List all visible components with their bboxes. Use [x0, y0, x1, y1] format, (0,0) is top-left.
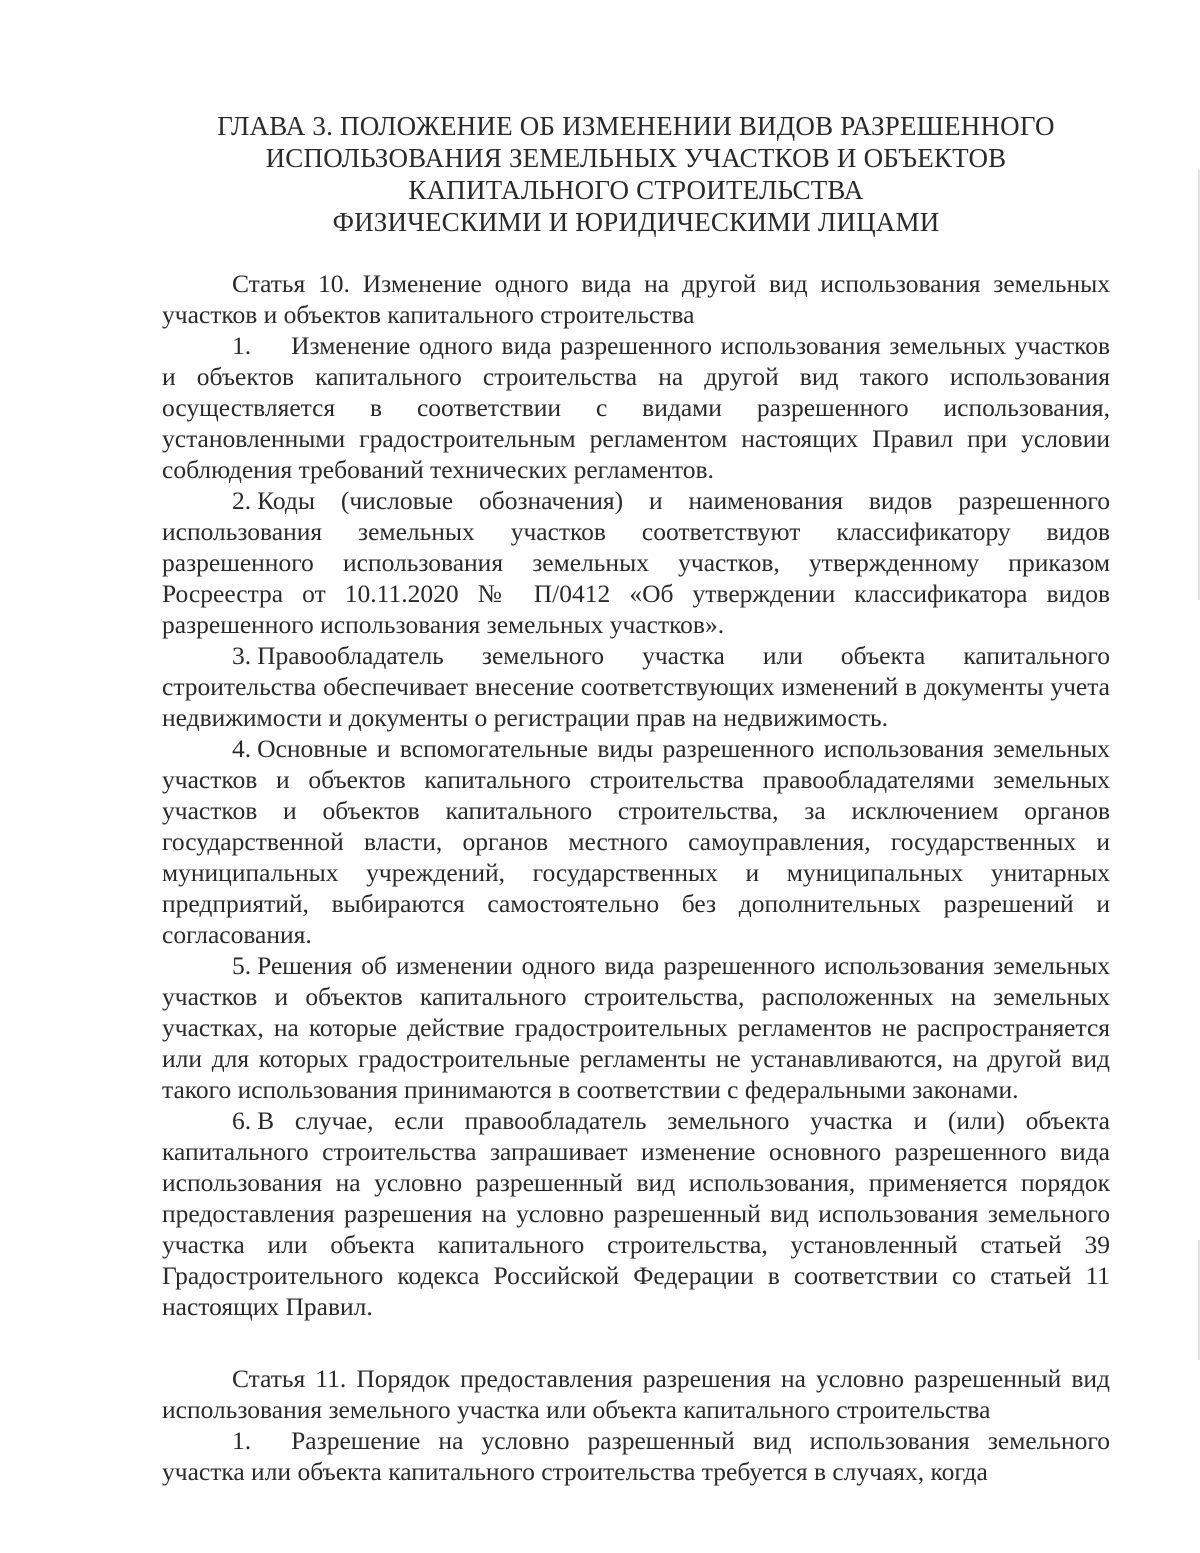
article-10-paragraph-5 — [162, 950, 1110, 1105]
article-10-paragraph-4 — [162, 733, 1110, 950]
paragraph-text: В случае, если правообладатель земельного участка и (или) объекта капитального строительства запрашивает изменение основного разрешенного вида использования на условно разрешенный вид использования, применяется порядок предоставления разрешения на условно разрешенный вид использования земельного участка или объекта капитального строительства, установленный статьей 39 Градостроительного кодекса Российской Федерации в соответствии со статьей 11 настоящих Правил. — [162, 1106, 1110, 1321]
article-11 — [162, 1363, 1110, 1487]
paragraph-text: Основные и вспомогательные виды разрешенного использования земельных участков и объектов капитального строительства правообладателями земельных участков и объектов капитального строительства, за исключением органов государственной власти, органов местного самоуправления, государственных и муниципальных учреждений, государственных и муниципальных унитарных предприятий, выбираются самостоятельно без дополнительных разрешений и согласования. — [162, 734, 1110, 949]
section-spacer — [162, 1322, 1110, 1363]
paragraph-number: 5. — [232, 951, 252, 980]
paragraph-number: 4. — [232, 734, 252, 763]
paragraph-number: 1. — [232, 331, 252, 360]
chapter-title — [162, 110, 1110, 238]
article-10-paragraph-3 — [162, 640, 1110, 733]
paragraph-number: 6. — [232, 1106, 252, 1135]
paragraph-text: Разрешение на условно разрешенный вид использования земельного участка или объекта капитального строительства требуется в случаях, когда — [162, 1426, 1110, 1486]
paragraph-number: 1. — [232, 1426, 252, 1455]
article-10 — [162, 268, 1110, 1322]
article-10-paragraph-2 — [162, 485, 1110, 640]
chapter-title-line: ФИЗИЧЕСКИМИ И ЮРИДИЧЕСКИМИ ЛИЦАМИ — [332, 207, 940, 237]
article-10-title: Статья 10. Изменение одного вида на другой вид использования земельных участков и объектов капитального строительства — [162, 269, 1110, 329]
document-page — [162, 110, 1110, 1487]
paragraph-text: Правообладатель земельного участка или объекта капитального строительства обеспечивает внесение соответствующих изменений в документы учета недвижимости и документы о регистрации прав на недвижимость. — [162, 641, 1110, 732]
article-11-title: Статья 11. Порядок предоставления разрешения на условно разрешенный вид использования земельного участка или объекта капитального строительства — [162, 1364, 1110, 1424]
chapter-title-line: ИСПОЛЬЗОВАНИЯ ЗЕМЕЛЬНЫХ УЧАСТКОВ И ОБЪЕКТОВ — [265, 143, 1007, 173]
paragraph-text: Решения об изменении одного вида разрешенного использования земельных участков и объектов капитального строительства, расположенных на земельных участках, на которые действие градостроительных регламентов не распространяется или для которых градостроительные регламенты не устанавливаются, на другой вид такого использования принимаются в соответствии с федеральными законами. — [162, 951, 1110, 1104]
chapter-title-line: КАПИТАЛЬНОГО СТРОИТЕЛЬСТВА — [408, 175, 864, 205]
article-10-paragraph-1 — [162, 330, 1110, 485]
chapter-title-line: ГЛАВА 3. ПОЛОЖЕНИЕ ОБ ИЗМЕНЕНИИ ВИДОВ РАЗРЕШЕННОГО — [217, 111, 1055, 141]
paragraph-text: Изменение одного вида разрешенного использования земельных участков и объектов капитального строительства на другой вид такого использования осуществляется в соответствии с видами разрешенного использования, установленными градостроительным регламентом настоящих Правил при условии соблюдения требований технических регламентов. — [162, 331, 1110, 484]
article-11-paragraph-1 — [162, 1425, 1110, 1487]
paragraph-text: Коды (числовые обозначения) и наименования видов разрешенного использования земельных участков соответствуют классификатору видов разрешенного использования земельных участков, утвержденному приказом Росреестра от 10.11.2020 № П/0412 «Об утверждении классификатора видов разрешенного использования земельных участков». — [162, 486, 1110, 639]
paragraph-number: 3. — [232, 641, 252, 670]
paragraph-number: 2. — [232, 486, 252, 515]
article-10-paragraph-6 — [162, 1105, 1110, 1322]
